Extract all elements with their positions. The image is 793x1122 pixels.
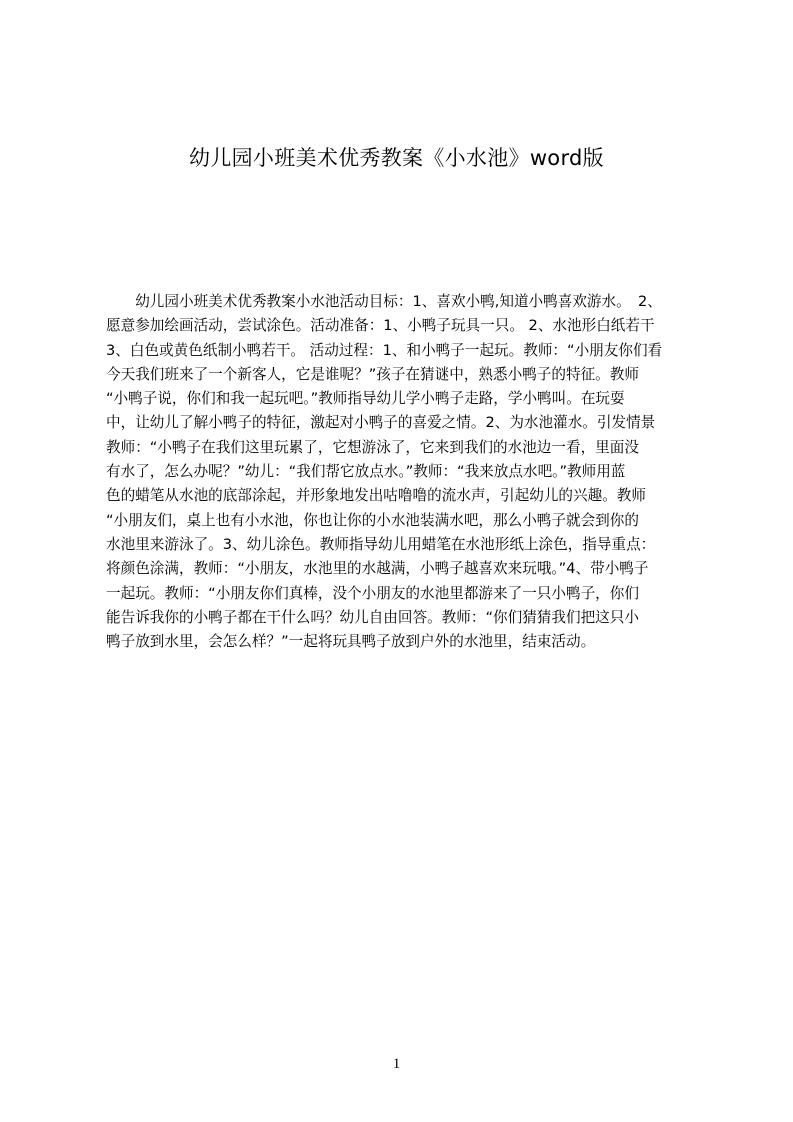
body-line: “小朋友们，桌上也有小水池，你也让你的小水池装满水吧，那么小鸭子就会到你的 bbox=[106, 511, 639, 529]
body-line: “小鸭子说，你们和我一起玩吧。”教师指导幼儿学小鸭子走路，学小鸭叫。在玩耍 bbox=[106, 390, 625, 408]
body-line: 中，让幼儿了解小鸭子的特征，激起对小鸭子的喜爱之情。2、为水池灌水。引发情景 bbox=[106, 414, 656, 432]
body-line: 有水了，怎么办呢？”幼儿：“我们帮它放点水。”教师：“我来放点水吧。”教师用蓝 bbox=[106, 463, 626, 481]
body-line: 将颜色涂满，教师：“小朋友，水池里的水越满，小鸭子越喜欢来玩哦。”4、带小鸭子 bbox=[106, 560, 649, 578]
body-line: 一起玩。教师：“小朋友你们真棒，没个小朋友的水池里都游来了一只小鸭子，你们 bbox=[106, 584, 639, 602]
body-text bbox=[106, 290, 700, 654]
body-line: 水池里来游泳了。3、幼儿涂色。教师指导幼儿用蜡笔在水池形纸上涂色，指导重点： bbox=[106, 535, 656, 553]
body-line: 愿意参加绘画活动，尝试涂色。活动准备：1、小鸭子玩具一只。 2、水池形白纸若干 bbox=[106, 317, 655, 335]
body-line: 色的蜡笔从水池的底部涂起，并形象地发出咕噜噜的流水声，引起幼儿的兴趣。教师 bbox=[106, 487, 646, 505]
body-line: 教师：“小鸭子在我们这里玩累了，它想游泳了，它来到我们的水池边一看，里面没 bbox=[106, 438, 639, 456]
body-line: 能告诉我你的小鸭子都在干什么吗？幼儿自由回答。教师：“你们猜猜我们把这只小 bbox=[106, 608, 639, 626]
body-line: 幼儿园小班美术优秀教案小水池活动目标：1、喜欢小鸭,知道小鸭喜欢游水。 2、 bbox=[106, 293, 662, 310]
body-line: 鸭子放到水里，会怎么样？”一起将玩具鸭子放到户外的水池里，结束活动。 bbox=[106, 633, 596, 651]
body-line: 3、白色或黄色纸制小鸭若干。 活动过程：1、和小鸭子一起玩。教师：“小朋友你们看 bbox=[106, 341, 663, 359]
document-title: 幼儿园小班美术优秀教案《小水池》word版 bbox=[189, 146, 604, 170]
page-number: 1 bbox=[392, 1056, 401, 1072]
body-line: 今天我们班来了一个新客人，它是谁呢？”孩子在猜谜中，熟悉小鸭子的特征。教师 bbox=[106, 365, 639, 383]
